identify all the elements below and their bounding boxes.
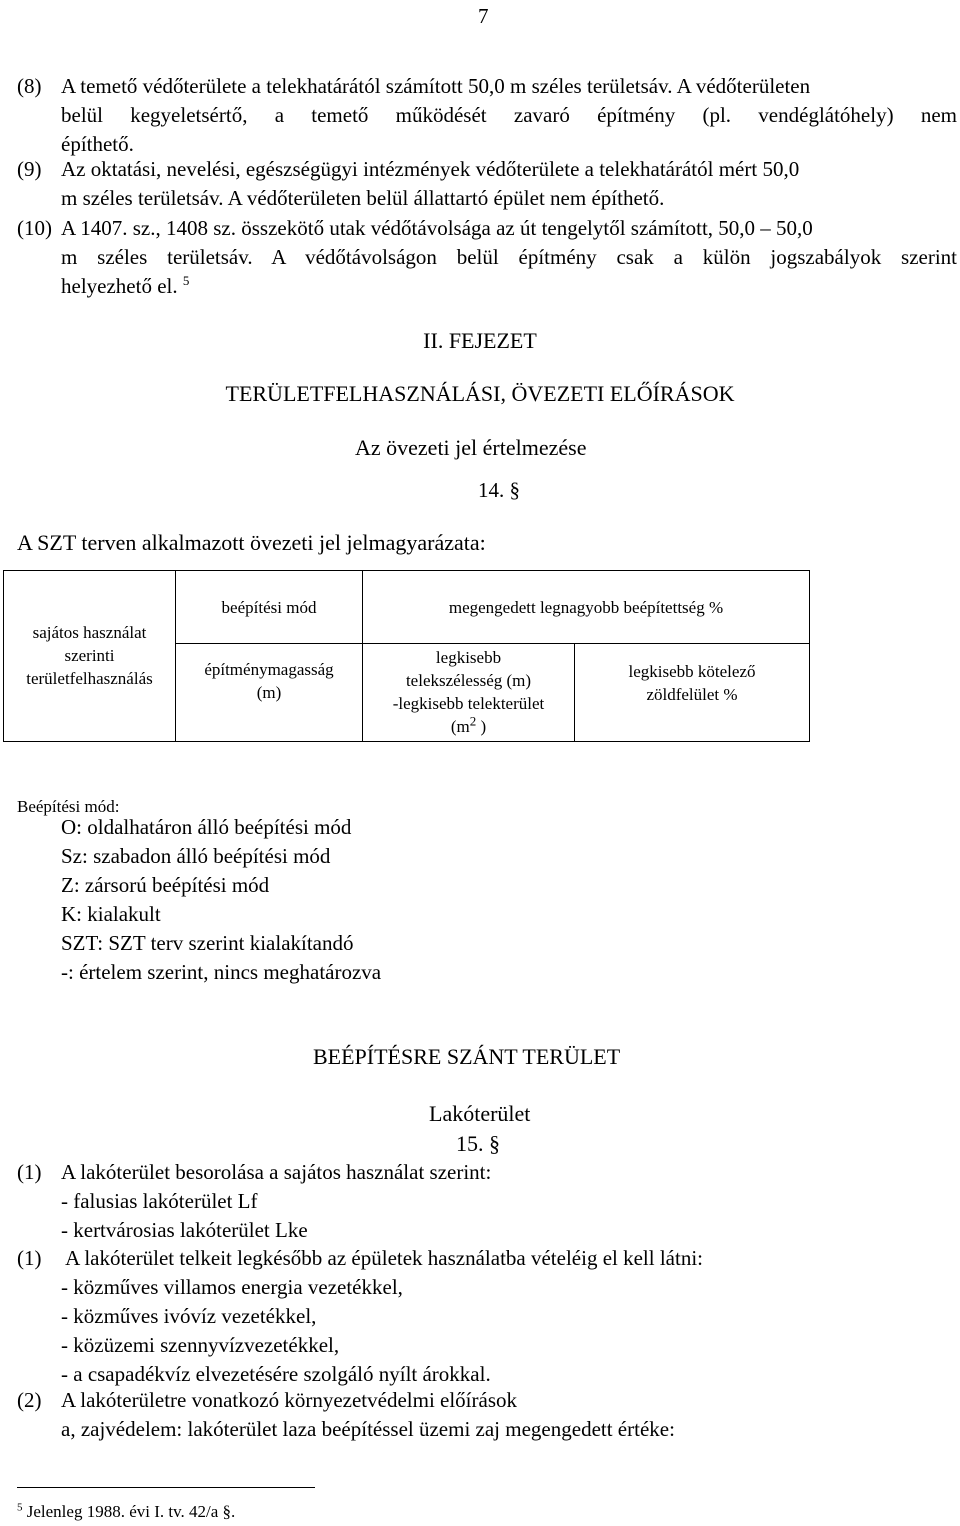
page-number: 7: [478, 4, 489, 28]
list-item: Sz: szabadon álló beépítési mód: [61, 844, 331, 868]
build-modes-heading: Beépítési mód:: [17, 797, 120, 816]
paragraph-line: A lakóterület telkeit legkésőbb az épületek használatba vételéig el kell látni:: [61, 1246, 704, 1270]
section-15: 15. §: [456, 1131, 500, 1156]
footnote-text: Jelenleg 1988. évi I. tv. 42/a §.: [26, 1502, 236, 1521]
footnote-number: 5: [17, 1501, 23, 1514]
list-item: -: értelem szerint, nincs meghatározva: [61, 960, 382, 984]
paragraph-line: m széles területsáv. A védőterületen belül állattartó épület nem építhető.: [61, 186, 665, 210]
legend-build-mode-text: beépítési mód: [221, 598, 317, 617]
chapter-number: II. FEJEZET: [423, 328, 537, 353]
paragraph-line: helyezhető el.: [61, 274, 178, 298]
footnote: [17, 1500, 235, 1524]
paragraph-number: (9): [17, 157, 42, 181]
paragraph-line: A lakóterületre vonatkozó környezetvédelmi előírások: [61, 1388, 518, 1412]
legend-left-text: sajátos használat szerinti területfelhasználás: [26, 623, 153, 688]
section-14: 14. §: [478, 478, 520, 502]
subsection-title: Lakóterület: [429, 1101, 531, 1126]
list-item: O: oldalhatáron álló beépítési mód: [61, 815, 352, 839]
paragraph-1a: [17, 1158, 957, 1245]
paragraph-number: (8): [17, 74, 42, 98]
list-item: Z: zársorú beépítési mód: [61, 873, 270, 897]
list-item: K: kialakult: [61, 902, 161, 926]
legend-min-lot-text: legkisebb telekszélesség (m) -legkisebb telekterület ($m^2$ ): [392, 648, 545, 736]
paragraph-line: építhető.: [61, 132, 134, 156]
list-item: - kertvárosias lakóterület Lke: [61, 1218, 308, 1242]
paragraph-1b: [17, 1244, 957, 1389]
paragraph-number: (10): [17, 216, 52, 240]
paragraph-line: A 1407. sz., 1408 sz. összekötő utak védőtávolsága az út tengelytől számított, 50,0 – 50,0: [61, 216, 813, 240]
paragraph-line: A lakóterület besorolása a sajátos használat szerint:: [61, 1160, 492, 1184]
list-item: - a csapadékvíz elvezetésére szolgáló nyílt árokkal.: [61, 1362, 491, 1386]
paragraph-line: belül kegyeletsértő, a temető működését zavaró építmény (pl. vendéglátóhely) nem: [61, 103, 957, 127]
list-item: SZT: SZT terv szerint kialakítandó: [61, 931, 354, 955]
paragraph-number: (1): [17, 1246, 42, 1270]
paragraph-line: m széles területsáv. A védőtávolságon belül építmény csak a külön jogszabályok szerint: [61, 245, 957, 269]
legend-intro: A SZT terven alkalmazott övezeti jel jelmagyarázata:: [17, 530, 486, 555]
chapter-title: TERÜLETFELHASZNÁLÁSI, ÖVEZETI ELŐÍRÁSOK: [225, 381, 735, 406]
legend-max-coverage-text: megengedett legnagyobb beépítettség %: [448, 598, 724, 617]
footnote-ref: 5: [182, 273, 190, 288]
paragraph-10: [17, 214, 957, 301]
list-item: - közműves villamos energia vezetékkel,: [61, 1275, 403, 1299]
paragraph-8: [17, 72, 957, 159]
list-item: - közműves ivóvíz vezetékkel,: [61, 1304, 317, 1328]
subtitle: Az övezeti jel értelmezése: [355, 435, 587, 460]
paragraph-line: A temető védőterülete a telekhatárától számított 50,0 m széles területsáv. A védőterületen: [61, 74, 811, 98]
paragraph-number: (2): [17, 1388, 42, 1412]
build-modes-list: [61, 813, 381, 987]
section-title: BEÉPÍTÉSRE SZÁNT TERÜLET: [313, 1044, 621, 1069]
paragraph-2: [17, 1386, 957, 1444]
footnote-divider: [17, 1487, 315, 1488]
list-item: - falusias lakóterület Lf: [61, 1189, 258, 1213]
legend-min-green-text: legkisebb kötelező zöldfelület %: [628, 662, 756, 704]
paragraph-number: (1): [17, 1160, 42, 1184]
paragraph-line: a, zajvédelem: lakóterület laza beépítéssel üzemi zaj megengedett értéke:: [61, 1417, 675, 1441]
list-item: - közüzemi szennyvízvezetékkel,: [61, 1333, 340, 1357]
legend-height-text: építménymagasság (m): [204, 660, 334, 702]
paragraph-9: [17, 155, 957, 213]
paragraph-line: Az oktatási, nevelési, egészségügyi intézmények védőterülete a telekhatárától mért 50,0: [61, 157, 800, 181]
